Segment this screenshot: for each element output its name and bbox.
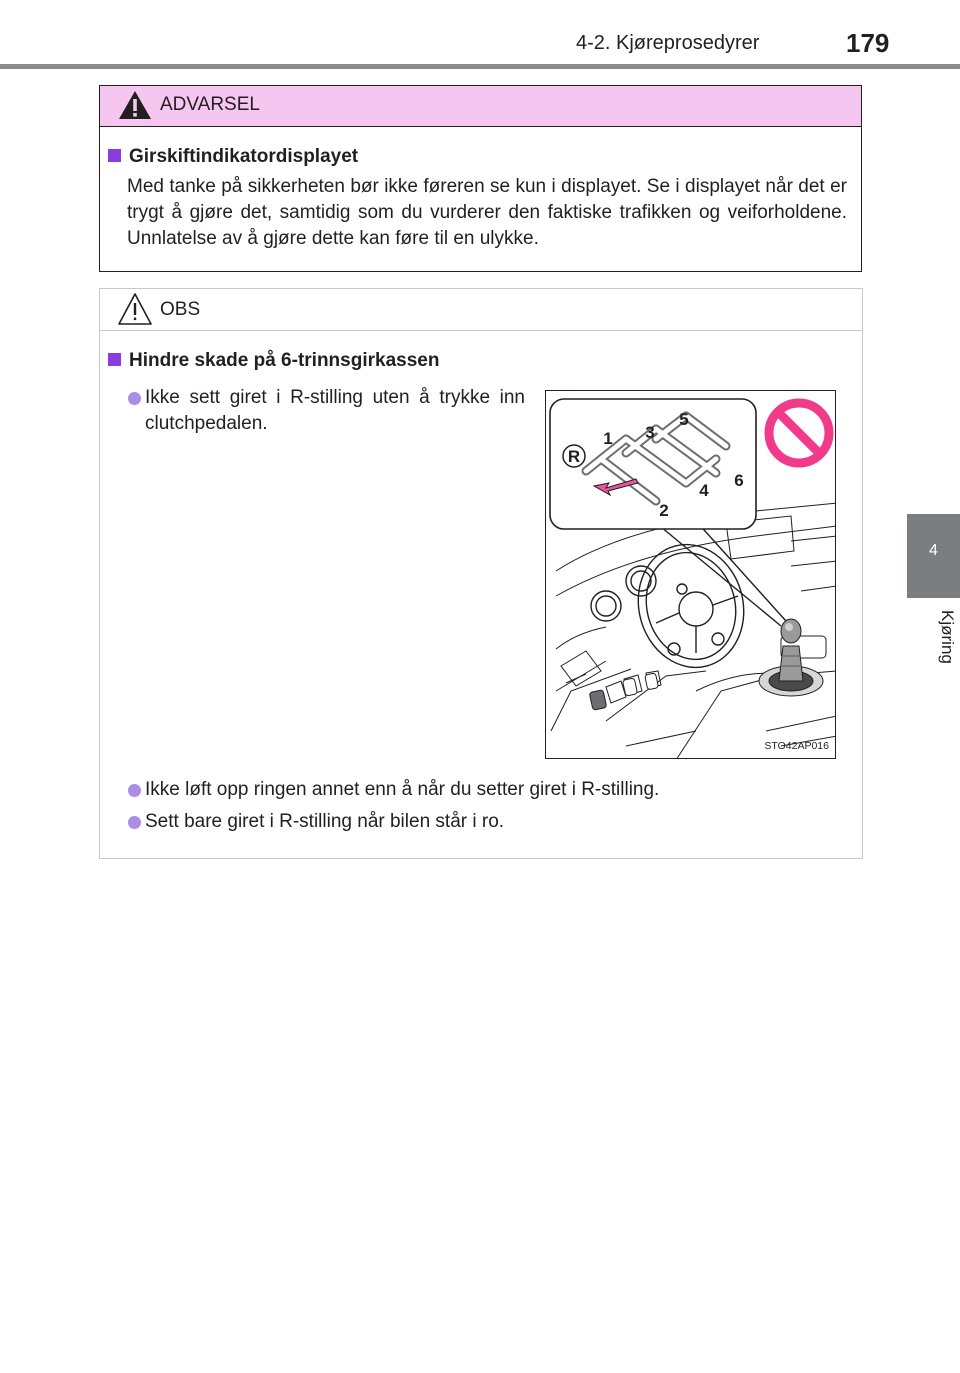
- gear-label-4: 4: [699, 481, 709, 500]
- gear-label-6: 6: [734, 471, 744, 490]
- bullet-item-1: Ikke sett giret i R-stilling uten å trykke inn clutchpedalen.: [145, 387, 525, 434]
- warning-box: [99, 85, 862, 272]
- section-square-icon: [108, 149, 121, 162]
- warning-triangle-icon: [117, 89, 153, 121]
- gear-label-3: 3: [645, 423, 655, 442]
- section-title: 4-2. Kjøreprosedyrer: [576, 32, 760, 54]
- notice-heading: [108, 350, 439, 372]
- gear-label-r: R: [567, 447, 581, 466]
- prohibition-icon: [769, 403, 829, 463]
- notice-header: [100, 289, 862, 331]
- gear-label-1: 1: [603, 429, 613, 448]
- bullet-dot: [128, 784, 141, 797]
- notice-heading-text: Hindre skade på 6-trinnsgirkassen: [129, 350, 440, 371]
- chapter-tab[interactable]: [907, 514, 960, 598]
- bullet-dot: [128, 392, 141, 405]
- chapter-label: Kjøring: [938, 610, 957, 664]
- bullet-dot: [128, 816, 141, 829]
- gear-label-5: 5: [679, 410, 689, 429]
- warning-heading-text: Girskiftindikatordisplayet: [129, 146, 359, 167]
- page-number: 179: [846, 28, 890, 58]
- warning-header: [100, 86, 861, 127]
- gear-shift-illustration: [546, 391, 836, 759]
- figure-code: STO42AP016: [764, 740, 829, 752]
- warning-body: Med tanke på sikkerheten bør ikke føreren se kun i displayet. Se i displayet når det er trygt å gjøre det, samtidig som du vurderer den faktiske trafikken og veiforholdene. Unnlatelse av å gjøre dette kan føre til en ulykke.: [127, 176, 847, 249]
- warning-title: ADVARSEL: [160, 94, 260, 115]
- warning-heading: [108, 146, 358, 168]
- caution-triangle-icon: [117, 291, 153, 327]
- bullet-item-2: Ikke løft opp ringen annet enn å når du setter giret i R-stilling.: [145, 779, 660, 800]
- gear-shift-figure: [545, 390, 836, 759]
- gear-label-2: 2: [659, 501, 669, 520]
- notice-title: OBS: [160, 299, 201, 320]
- header-rule: [0, 64, 960, 69]
- chapter-number: 4: [929, 542, 938, 559]
- section-square-icon: [108, 353, 121, 366]
- bullet-item-3: Sett bare giret i R-stilling når bilen står i ro.: [145, 811, 505, 832]
